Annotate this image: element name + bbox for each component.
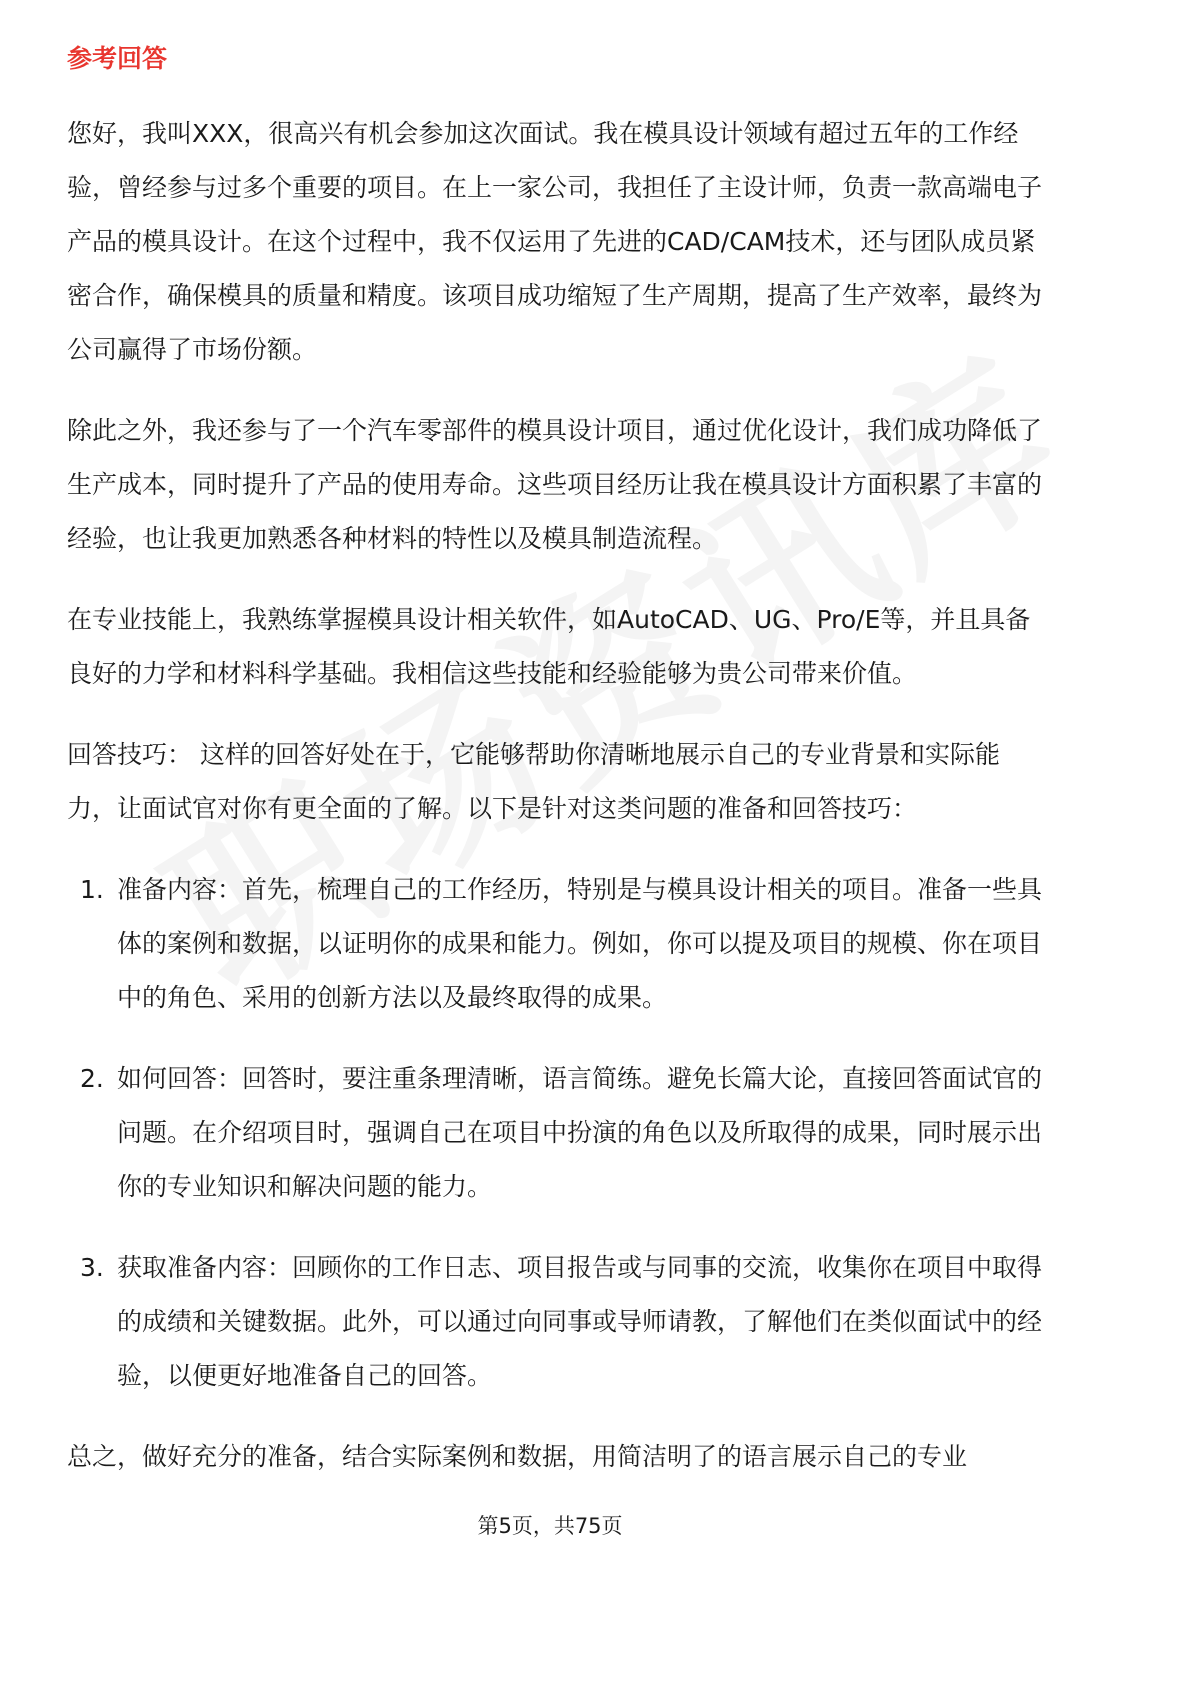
tip-item	[67, 863, 1042, 1025]
section-title: 参考回答	[67, 44, 168, 73]
page-number: 第5页，共75页	[477, 1514, 623, 1538]
project-paragraph: 除此之外，我还参与了一个汽车零部件的模具设计项目，通过优化设计，我们成功降低了生产成本，同时提升了产品的使用寿命。这些项目经历让我在模具设计方面积累了丰富的经验，也让我更加熟悉各种材料的特性以及模具制造流程。	[67, 416, 1043, 553]
skills-paragraph: 在专业技能上，我熟练掌握模具设计相关软件，如AutoCAD、UG、Pro/E等，并且具备良好的力学和材料科学基础。我相信这些技能和经验能够为贵公司带来价值。	[67, 605, 1031, 688]
tip-text: 如何回答：回答时，要注重条理清晰，语言简练。避免长篇大论，直接回答面试官的问题。在介绍项目时，强调自己在项目中扮演的角色以及所取得的成果，同时展示出你的专业知识和解决问题的能力。	[117, 1064, 1043, 1201]
tip-item	[67, 1241, 1042, 1403]
tip-number: 1.	[80, 875, 104, 904]
tips-list	[67, 863, 1042, 1403]
tip-number: 3.	[80, 1253, 104, 1282]
tip-number: 2.	[80, 1064, 104, 1093]
intro-paragraph: 您好，我叫XXX，很高兴有机会参加这次面试。我在模具设计领域有超过五年的工作经验，曾经参与过多个重要的项目。在上一家公司，我担任了主设计师，负责一款高端电子产品的模具设计。在这个过程中，我不仅运用了先进的CAD/CAM技术，还与团队成员紧密合作，确保模具的质量和精度。该项目成功缩短了生产周期，提高了生产效率，最终为公司赢得了市场份额。	[67, 119, 1043, 364]
closing-paragraph: 总之，做好充分的准备，结合实际案例和数据，用简洁明了的语言展示自己的专业	[67, 1442, 968, 1471]
tip-text: 获取准备内容：回顾你的工作日志、项目报告或与同事的交流，收集你在项目中取得的成绩和关键数据。此外，可以通过向同事或导师请教，了解他们在类似面试中的经验，以便更好地准备自己的回答。	[117, 1253, 1043, 1390]
answer-body	[67, 107, 1042, 1511]
tip-text: 准备内容：首先，梳理自己的工作经历，特别是与模具设计相关的项目。准备一些具体的案例和数据，以证明你的成果和能力。例如，你可以提及项目的规模、你在项目中的角色、采用的创新方法以及最终取得的成果。	[117, 875, 1043, 1012]
tips-intro-paragraph: 回答技巧： 这样的回答好处在于，它能够帮助你清晰地展示自己的专业背景和实际能力，让面试官对你有更全面的了解。以下是针对这类问题的准备和回答技巧：	[67, 740, 1000, 823]
tip-item	[67, 1052, 1042, 1214]
